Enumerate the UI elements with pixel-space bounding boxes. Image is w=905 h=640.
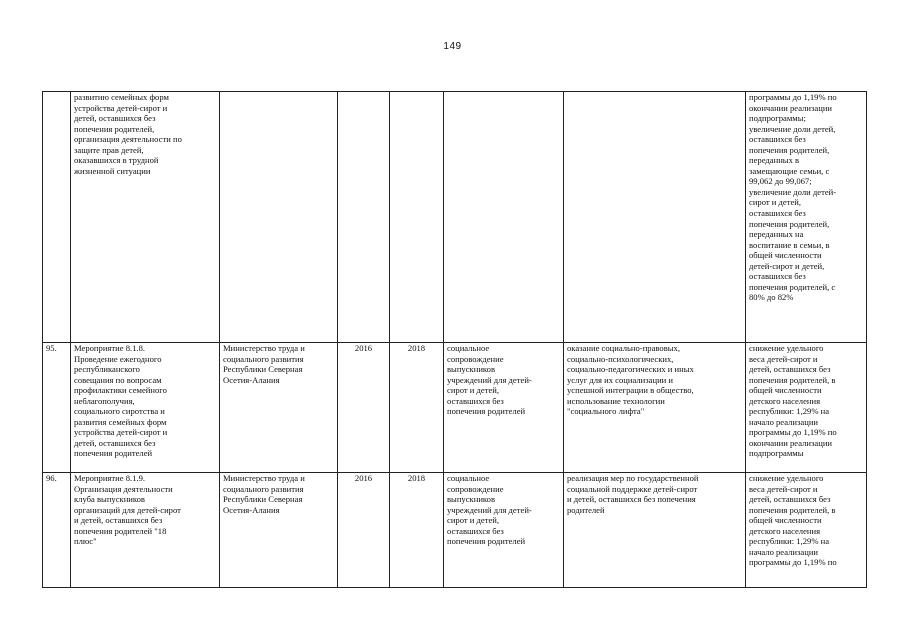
program-activities-table [42,91,867,588]
row-number-cell: 96. [43,473,71,588]
start-year-cell: 2016 [338,343,390,473]
event-cell: развитию семейных форм устройства детей-сирот и детей, оставшихся без попечения родителей, организация деятельности по защите прав детей, оказавшихся в трудной жизненной ситуации [71,92,220,343]
start-year-cell: 2016 [338,473,390,588]
indicator-cell: снижение удельного веса детей-сирот и детей, оставшихся без попечения родителей, в общей численности детского населения республики: 1,29% на начало реализации программы до 1,19% по окончании реализации подпрограммы [746,343,867,473]
table-row [43,473,867,588]
table-row [43,92,867,343]
executor-cell [220,92,338,343]
end-year-cell [390,92,444,343]
event-cell: Мероприятие 8.1.8. Проведение ежегодного республиканского совещания по вопросам профилактики семейного неблагополучия, социального сиротства и развития семейных форм устройства детей-сирот и детей, оставшихся без попечения родителей [71,343,220,473]
indicator-cell: снижение удельного веса детей-сирот и детей, оставшихся без попечения родителей, в общей численности детского населения республики: 1,29% на начало реализации программы до 1,19% по [746,473,867,588]
direct-result-cell: социальное сопровождение выпускников учреждений для детей- сирот и детей, оставшихся без попечения родителей [444,343,564,473]
page-number: 149 [443,41,462,52]
event-cell: Мероприятие 8.1.9. Организация деятельности клуба выпускников организаций для детей-сирот и детей, оставшихся без попечения родителей "18 плюс" [71,473,220,588]
start-year-cell [338,92,390,343]
end-year-cell: 2018 [390,343,444,473]
table-row [43,343,867,473]
main-directions-cell [564,92,746,343]
end-year-cell: 2018 [390,473,444,588]
row-number-cell: 95. [43,343,71,473]
direct-result-cell: социальное сопровождение выпускников учреждений для детей- сирот и детей, оставшихся без попечения родителей [444,473,564,588]
main-directions-cell: реализация мер по государственной социальной поддержке детей-сирот и детей, оставшихся без попечения родителей [564,473,746,588]
executor-cell: Министерство труда и социального развития Республики Северная Осетия-Алания [220,343,338,473]
main-directions-cell: оказание социально-правовых, социально-психологических, социально-педагогических и иных услуг для их социализации и успешной интеграции в общество, использование технологии "социального лифта" [564,343,746,473]
executor-cell: Министерство труда и социального развития Республики Северная Осетия-Алания [220,473,338,588]
indicator-cell: программы до 1,19% по окончании реализации подпрограммы; увеличение доли детей, оставшихся без попечения родителей, переданных в замещающие семьи, с 99,062 до 99,067; увеличение доли детей- сирот и детей, оставшихся без попечения родителей, переданных на воспитание в семьи, в общей численности детей-сирот и детей, оставшихся без попечения родителей, с 80% до 82% [746,92,867,343]
row-number-cell [43,92,71,343]
direct-result-cell [444,92,564,343]
